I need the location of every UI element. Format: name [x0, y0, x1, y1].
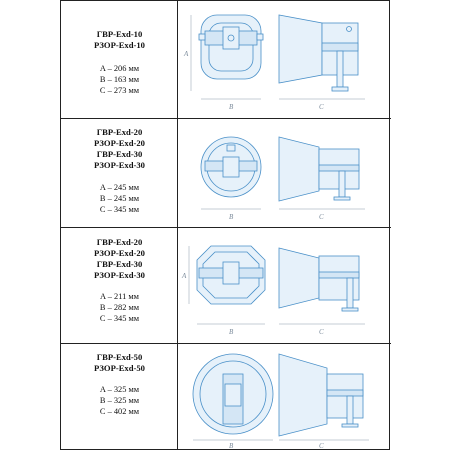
top-gland [227, 145, 235, 151]
cable-gland [228, 35, 234, 41]
model-cell [61, 344, 178, 450]
mount-foot [334, 197, 350, 200]
mount-foot [342, 424, 358, 427]
dimensions [61, 384, 178, 417]
drawing-cell [179, 1, 390, 118]
model-name: ГВР-Exd-30 [96, 259, 143, 269]
model-cell [61, 1, 178, 118]
dimension-b: B – 282 мм [99, 303, 140, 312]
dimension-a: A – 245 мм [99, 183, 140, 192]
dimension-b: B – 325 мм [99, 396, 140, 405]
label-b: B [229, 213, 234, 221]
dimension-a: A – 211 мм [100, 292, 139, 301]
label-c: C [319, 103, 324, 111]
device-drawing-2 [179, 119, 390, 228]
junction-box [223, 262, 239, 284]
mount-leg [347, 396, 353, 424]
model-name: ГВР-Exd-30 [96, 149, 143, 159]
model-cell [61, 228, 178, 343]
model-name: ГВР-Exd-10 [96, 29, 143, 39]
label-c: C [319, 442, 324, 450]
side-bracket [319, 272, 359, 278]
label-a: A [182, 272, 187, 280]
dimensions [61, 182, 178, 215]
drawing-cell [179, 344, 390, 450]
label-c: C [319, 213, 324, 221]
model-names [61, 352, 178, 374]
label-a: A [184, 50, 189, 58]
dimension-c: C – 345 мм [99, 314, 140, 323]
mount-leg [337, 51, 343, 87]
model-name: РЗОР-Exd-20 [94, 138, 145, 148]
model-names [61, 237, 178, 281]
table-row [61, 343, 391, 450]
dimension-a: A – 325 мм [99, 385, 140, 394]
label-c: C [319, 328, 324, 336]
model-names [61, 127, 178, 171]
side-horn [279, 15, 322, 83]
device-drawing-1 [179, 1, 390, 118]
model-name: РЗОР-Exd-30 [94, 270, 145, 280]
model-name: РЗОР-Exd-20 [94, 248, 145, 258]
side-horn [279, 354, 327, 436]
model-names [61, 29, 178, 51]
model-name: РЗОР-Exd-10 [94, 40, 145, 50]
drawing-cell [179, 228, 390, 343]
label-b: B [229, 328, 234, 336]
junction-box [225, 384, 241, 406]
device-drawing-3 [179, 228, 390, 344]
table-row [61, 1, 391, 118]
mount-leg [339, 171, 345, 197]
spec-table [60, 0, 390, 450]
table-row [61, 227, 391, 343]
dimension-c: C – 402 мм [99, 407, 140, 416]
dimensions [61, 291, 178, 324]
label-b: B [229, 442, 234, 450]
model-name: ГВР-Exd-50 [96, 352, 143, 362]
model-name: РЗОР-Exd-30 [94, 160, 145, 170]
side-horn [279, 248, 319, 308]
junction-box [223, 157, 239, 177]
dimension-a: A – 206 мм [99, 64, 140, 73]
drawing-cell [179, 119, 390, 227]
table-row [61, 118, 391, 227]
model-name: ГВР-Exd-20 [96, 127, 143, 137]
bracket-bolt-right [257, 34, 263, 40]
dimensions [61, 63, 178, 96]
mount-foot [332, 87, 348, 91]
bracket-bolt-left [199, 34, 205, 40]
dimension-b: B – 163 мм [99, 75, 140, 84]
mount-leg [347, 278, 353, 308]
mount-foot [342, 308, 358, 311]
side-gland [347, 27, 352, 32]
dimension-c: C – 345 мм [99, 205, 140, 214]
side-bracket [319, 165, 359, 171]
side-bracket [322, 43, 358, 51]
side-horn [279, 137, 319, 201]
side-bracket [327, 390, 363, 396]
dimension-c: C – 273 мм [99, 86, 140, 95]
model-name: ГВР-Exd-20 [96, 237, 143, 247]
device-drawing-4 [179, 344, 390, 451]
label-b: B [229, 103, 234, 111]
dimension-b: B – 245 мм [99, 194, 140, 203]
model-cell [61, 119, 178, 227]
model-name: РЗОР-Exd-50 [94, 363, 145, 373]
